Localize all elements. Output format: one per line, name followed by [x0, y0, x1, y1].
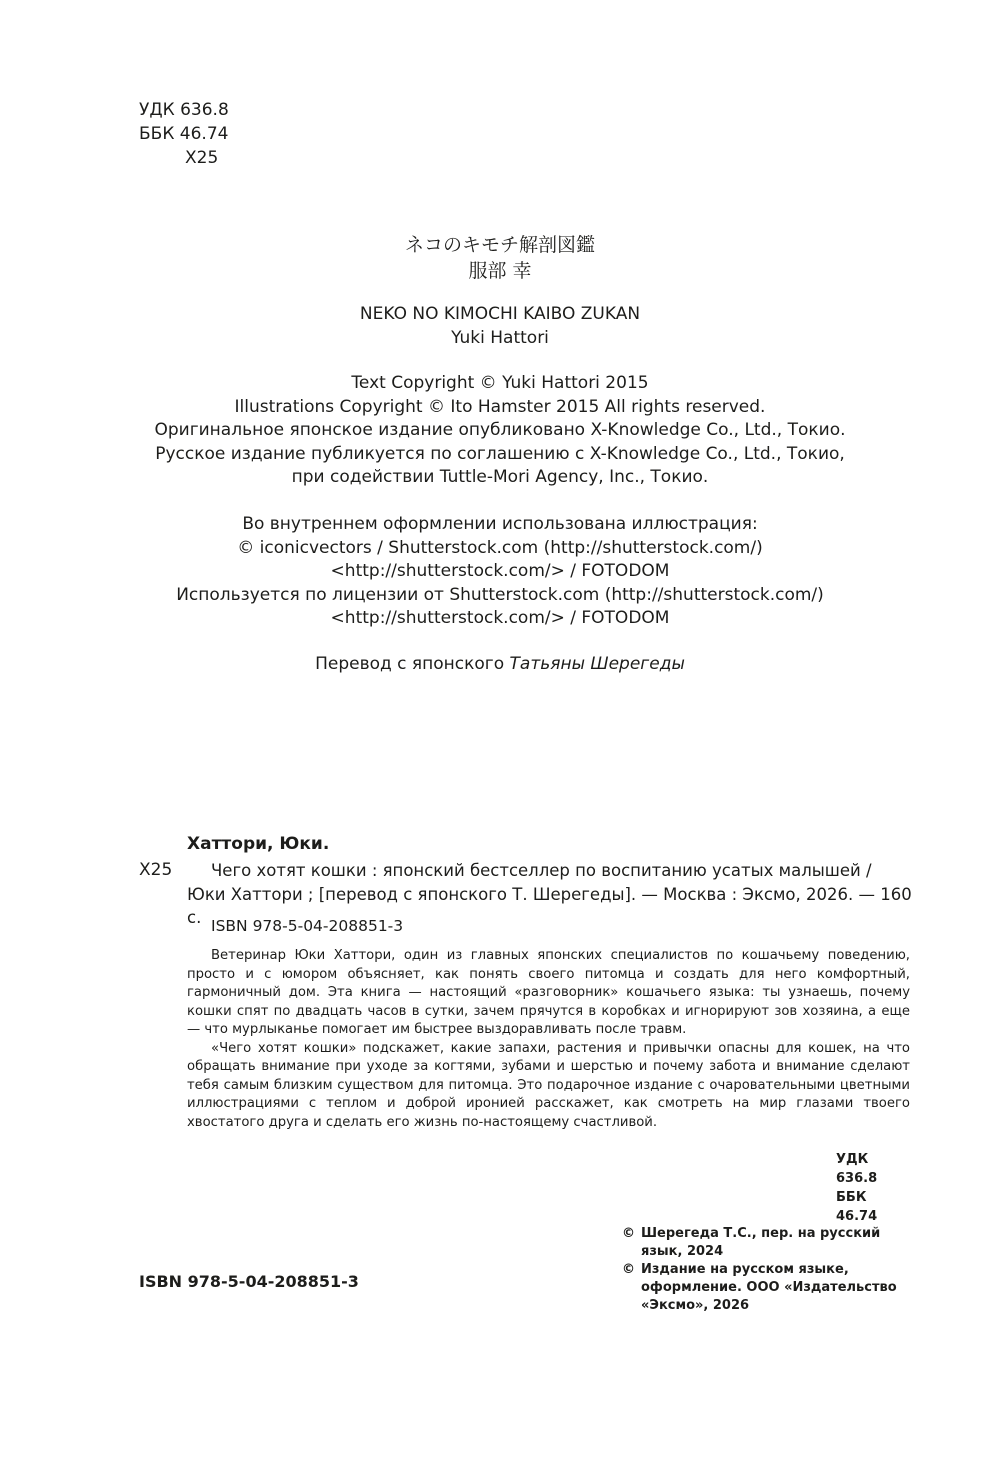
copyright-symbol: ©: [622, 1262, 635, 1277]
biblio-author-heading: Хаттори, Юки.: [187, 834, 330, 854]
copyright-line: Русское издание публикуется по соглашению с X-Knowledge Co., Ltd., Токио,: [155, 443, 845, 464]
rights-item: [622, 1261, 922, 1315]
illustration-credits-block: [0, 513, 1000, 631]
original-title-jp: ネコのキモチ解剖図鑑: [404, 234, 595, 256]
original-title-romaji-block: [0, 302, 1000, 350]
copyright-line: Illustrations Copyright © Ito Hamster 2015 All rights reserved.: [234, 396, 766, 417]
original-author-romaji: Yuki Hattori: [451, 328, 549, 348]
illustration-line: <http://shutterstock.com/> / FOTODOM: [330, 561, 670, 581]
annotation: [187, 947, 910, 1132]
original-title-romaji: NEKO NO KIMOCHI KAIBO ZUKAN: [359, 304, 641, 324]
illustration-line: Используется по лицензии от Shutterstock.com (http://shutterstock.com/): [176, 584, 824, 605]
original-author-jp: 服部 幸: [468, 260, 532, 282]
translation-prefix: Перевод с японского: [315, 654, 505, 674]
rights-text: Издание на русском языке, оформление. ООО «Издательство «Эксмо», 2026: [641, 1262, 897, 1313]
annotation-udk: УДК 636.8: [836, 1152, 878, 1186]
rights-text: Шерегеда Т.С., пер. на русский язык, 2024: [641, 1226, 881, 1259]
copyright-symbol: ©: [622, 1226, 635, 1241]
rights-block: [622, 1225, 922, 1315]
copyright-line: Оригинальное японское издание опубликовано X-Knowledge Co., Ltd., Токио.: [154, 420, 846, 440]
bbk-code: ББК 46.74: [139, 124, 229, 144]
biblio-isbn: ISBN 978-5-04-208851-3: [211, 917, 404, 935]
annotation-paragraph: Ветеринар Юки Хаттори, один из главных японских специалистов по кошачьему поведению, просто и с юмором объясняет, как понять своего питомца и создать для него комфортный, гармоничный дом. Эта книга — настоящий «разговорник» кошачьего языка: ты узнаешь, почему кошки спят по двадцать часов в сутки, зачем прячутся в коробках и игнорируют зов хозяина, а еще — что мурлыканье помогает им быстрее выздоравливать после травм.: [187, 948, 910, 1037]
footer-isbn: ISBN 978-5-04-208851-3: [139, 1272, 359, 1291]
biblio-description: Чего хотят кошки : японский бестселлер по воспитанию усатых малышей / Юки Хаттори ; [перевод с японского Т. Шерегеды]. — Москва : Эксмо, 2026. — 160 с.: [187, 861, 912, 927]
illustration-line: <http://shutterstock.com/> / FOTODOM: [330, 608, 670, 628]
annotation-bbk: ББК 46.74: [836, 1190, 878, 1224]
original-title-jp-block: [0, 232, 1000, 284]
copyright-line: при содействии Tuttle-Mori Agency, Inc., Токио.: [291, 467, 709, 487]
classification-codes-top: [139, 98, 229, 170]
copyright-line: Text Copyright © Yuki Hattori 2015: [351, 373, 649, 393]
author-sign: Х25: [185, 148, 219, 168]
illustration-line: © iconicvectors / Shutterstock.com (http://shutterstock.com/): [237, 537, 763, 558]
rights-item: [622, 1225, 922, 1261]
udk-code: УДК 636.8: [139, 100, 229, 120]
annotation-paragraph: «Чего хотят кошки» подскажет, какие запахи, растения и привычки опасны для кошек, на что обращать внимание при уходе за когтями, зубами и шерстью и почему забота и внимание сделают тебя самым близким существом для питомца. Это подарочное издание с очаровательными цветными иллюстрациями с теплом и доброй иронией расскажет, как смотреть на мир глазами твоего хвостатого друга и сделать его жизнь по-настоящему счастливой.: [187, 1040, 910, 1130]
copyright-block: [0, 372, 1000, 490]
translator-name: Татьяны Шерегеды: [509, 654, 685, 674]
annotation-codes: [836, 1150, 908, 1226]
illustration-line: Во внутреннем оформлении использована иллюстрация:: [242, 514, 758, 534]
biblio-author-sign: Х25: [139, 860, 173, 880]
translation-credit: [0, 652, 1000, 676]
